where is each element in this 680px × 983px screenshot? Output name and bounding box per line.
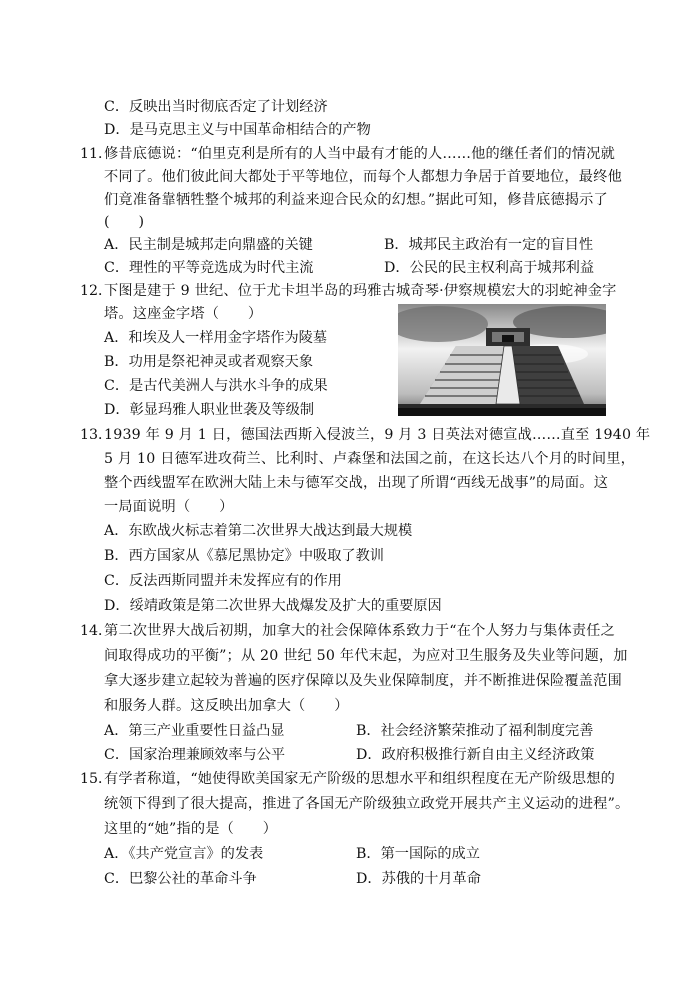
q15-line-3: 这里的“她”指的是（ ）: [104, 821, 278, 837]
q13-line-4: 一局面说明（ ）: [104, 499, 234, 515]
q11-line-3: 们竟准备靠牺牲整个城邦的利益来迎合民众的幻想。”据此可知，修昔底德揭示了: [104, 192, 608, 208]
q14-option-c: C．国家治理兼顾效率与公平: [104, 747, 286, 763]
q11-number: 11．: [80, 146, 113, 162]
q11-line-4: ( ): [104, 214, 145, 230]
q13-option-d: D．绥靖政策是第二次世界大战爆发及扩大的重要原因: [104, 598, 442, 614]
q15-number: 15．: [80, 771, 113, 787]
q14-number: 14．: [80, 623, 113, 639]
q12-line-1: 下图是建于 9 世纪、位于尤卡坦半岛的玛雅古城奇琴·伊察规模宏大的羽蛇神金字: [104, 283, 617, 299]
q14-line-3: 拿大逐步建立起较为普遍的医疗保障以及失业保障制度，并不断推进保险覆盖范围: [104, 673, 622, 689]
q11-option-d: D．公民的民主权利高于城邦利益: [384, 260, 595, 276]
q13-line-2: 5 月 10 日德军进攻荷兰、比利时、卢森堡和法国之前，在这长达八个月的时间里，: [104, 451, 635, 467]
q13-number: 13．: [80, 427, 113, 443]
q14-option-b: B．社会经济繁荣推动了福利制度完善: [356, 723, 594, 739]
q12-option-c: C．是古代美洲人与洪水斗争的成果: [104, 378, 328, 394]
q15-option-d: D．苏俄的十月革命: [356, 871, 481, 887]
q15-option-a: A．《共产党宣言》的发表: [104, 846, 264, 862]
q11-line-1: 修昔底德说：“伯里克利是所有的人当中最有才能的人……他的继任者们的情况就: [104, 146, 616, 162]
q11-option-b: B．城邦民主政治有一定的盲目性: [384, 237, 594, 253]
pyramid-photo-icon: [398, 304, 606, 416]
q15-option-c: C．巴黎公社的革命斗争: [104, 871, 257, 887]
q15-option-b: B．第一国际的成立: [356, 846, 480, 862]
q13-option-b: B．西方国家从《慕尼黑协定》中吸取了教训: [104, 548, 384, 564]
q12-number: 12．: [80, 283, 113, 299]
q14-option-a: A．第三产业重要性日益凸显: [104, 723, 285, 739]
q10-option-c: C．反映出当时彻底否定了计划经济: [104, 99, 328, 115]
q13-option-c: C．反法西斯同盟并未发挥应有的作用: [104, 573, 342, 589]
q12-line-2: 塔。这座金字塔（ ）: [104, 306, 263, 322]
q11-line-2: 不同了。他们彼此间大都处于平等地位，而每个人都想力争居于首要地位，最终他: [104, 169, 622, 185]
q15-line-2: 统领下得到了很大提高，推进了各国无产阶级独立政党开展共产主义运动的进程”。: [104, 796, 630, 812]
q14-line-2: 间取得成功的平衡”；从 20 世纪 50 年代末起，为应对卫生服务及失业等问题，加: [104, 648, 628, 664]
q11-option-a: A．民主制是城邦走向鼎盛的关键: [104, 237, 313, 253]
q15-line-1: 有学者称道，“她使得欧美国家无产阶级的思想水平和组织程度在无产阶级思想的: [104, 771, 616, 787]
q12-option-b: B．功用是祭祀神灵或者观察天象: [104, 354, 314, 370]
q13-line-3: 整个西线盟军在欧洲大陆上未与德军交战，出现了所谓“西线无战事”的局面。这: [104, 475, 609, 491]
pyramid-illustration: [398, 304, 606, 416]
q14-line-1: 第二次世界大战后初期，加拿大的社会保障体系致力于“在个人努力与集体责任之: [104, 623, 616, 639]
q14-line-4: 和服务人群。这反映出加拿大（ ）: [104, 698, 349, 714]
q14-option-d: D．政府积极推行新自由主义经济政策: [356, 747, 595, 763]
q10-option-d: D．是马克思主义与中国革命相结合的产物: [104, 122, 371, 138]
q12-option-a: A．和埃及人一样用金字塔作为陵墓: [104, 330, 328, 346]
q11-option-c: C．理性的平等竞选成为时代主流: [104, 260, 314, 276]
q13-line-1: 1939 年 9 月 1 日，德国法西斯入侵波兰，9 月 3 日英法对德宣战……直至 1940 年: [104, 427, 651, 443]
q12-option-d: D．彰显玛雅人职业世袭及等级制: [104, 402, 315, 418]
q13-option-a: A．东欧战火标志着第二次世界大战达到最大规模: [104, 523, 413, 539]
